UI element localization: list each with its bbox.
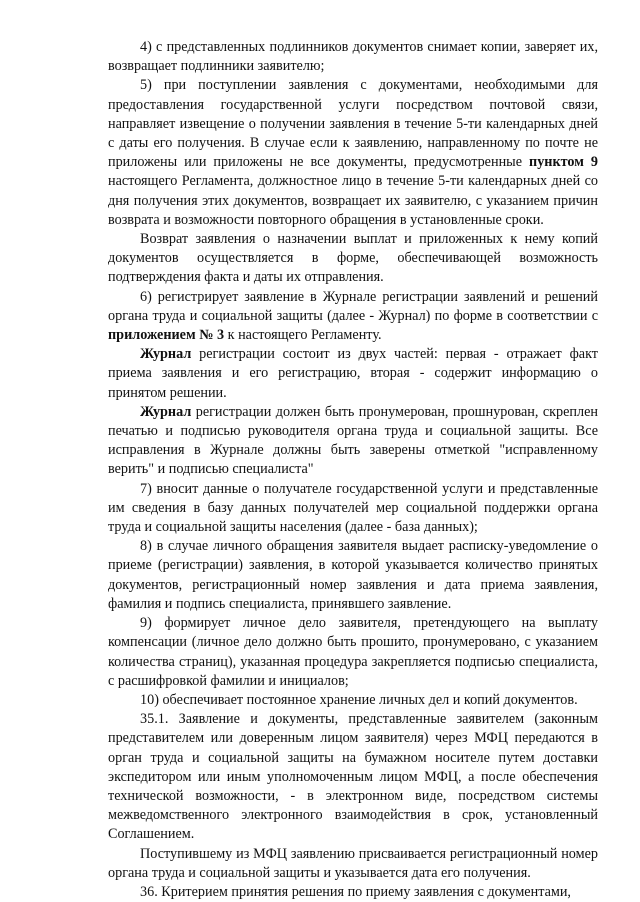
paragraph-bold-ref: приложением № 3 bbox=[108, 327, 225, 344]
paragraph-item-6 bbox=[108, 288, 598, 346]
paragraph-journal-requirements bbox=[108, 403, 598, 480]
paragraph-text: регистрации должен быть пронумерован, прошнурован, скреплен печатью и подписью руководителя органа труда и социальной защиты. Все исправления в Журнале должны быть заверены отметкой "исправленному верить" и подписью специалиста" bbox=[108, 403, 598, 478]
paragraph-text: Поступившему из МФЦ заявлению присваивается регистрационный номер органа труда и социальной защиты и указывается дата его получения. bbox=[108, 845, 598, 881]
paragraph-text: 5) при поступлении заявления с документами, необходимыми для предоставления государственной услуги посредством почтовой связи, направляет извещение о получении заявления в течение 5-ти календарных дней с даты его получения. В случае если к заявлению, направленному по почте не приложены или приложены не все документы, предусмотренные bbox=[108, 77, 598, 171]
paragraph-bold-term: Журнал bbox=[140, 403, 192, 420]
paragraph-bold-ref: пунктом 9 bbox=[529, 154, 599, 171]
paragraph-text: Возврат заявления о назначении выплат и приложенных к нему копий документов осуществляется в форме, обеспечивающей возможность подтверждения факта и даты их отправления. bbox=[108, 231, 598, 286]
paragraph-text: настоящего Регламента, должностное лицо в течение 5-ти календарных дней со дня получения этих документов, возвращает их заявителю, с указанием причин возврата и возможности повторного обращения в установленные сроки. bbox=[108, 173, 598, 228]
paragraph-journal-parts bbox=[108, 345, 598, 403]
paragraph-text: 8) в случае личного обращения заявителя выдает расписку-уведомление о приеме (регистрации) заявления, в которой указывается количество принятых документов, регистрационный номер заявления и дата приема заявления, фамилия и подпись специалиста, принявшего заявление. bbox=[108, 538, 598, 612]
paragraph-bold-term: Журнал bbox=[140, 346, 192, 363]
paragraph-text: 7) вносит данные о получателе государственной услуги и представленные им сведения в базу данных получателей мер социальной поддержки органа труда и социальной защиты населения (далее - база данных); bbox=[108, 480, 598, 536]
paragraph-item-5 bbox=[108, 76, 598, 230]
paragraph-text: 36. Критерием принятия решения по приему заявления с документами, bbox=[140, 883, 571, 900]
paragraph-mfc-registration bbox=[108, 845, 598, 883]
paragraph-text: 10) обеспечивает постоянное хранение личных дел и копий документов. bbox=[140, 691, 578, 708]
paragraph-item-9 bbox=[108, 614, 598, 691]
paragraph-return-application bbox=[108, 230, 598, 288]
paragraph-item-10 bbox=[108, 691, 598, 710]
paragraph-item-7 bbox=[108, 480, 598, 538]
paragraph-36 bbox=[108, 883, 598, 902]
paragraph-text: к настоящего Регламенту. bbox=[224, 327, 382, 344]
paragraph-text: 9) формирует личное дело заявителя, претендующего на выплату компенсации (личное дело должно быть прошито, пронумеровано, с указанием количества страниц), указанная процедура закрепляется подписью специалиста, с расшифровкой фамилии и инициалов; bbox=[108, 615, 598, 689]
paragraph-text: 35.1. Заявление и документы, представленные заявителем (законным представителем или доверенным лицом заявителя) через МФЦ передаются в орган труда и социальной защиты на бумажном носителе путем доставки экспедитором или иным уполномоченным лицом МФЦ, а после обеспечения технической возможности, - в электронном виде, посредством системы межведомственного электронного взаимодействия в срок, установленный Соглашением. bbox=[108, 711, 598, 843]
paragraph-text: 4) с представленных подлинников документов снимает копии, заверяет их, возвращает подлинники заявителю; bbox=[108, 39, 598, 75]
paragraph-item-8 bbox=[108, 537, 598, 614]
paragraph-text: 6) регистрирует заявление в Журнале регистрации заявлений и решений органа труда и социальной защиты (далее - Журнал) по форме в соответствии с bbox=[108, 288, 598, 324]
paragraph-item-4 bbox=[108, 38, 598, 76]
paragraph-text: регистрации состоит из двух частей: первая - отражает факт приема заявления и его регистрацию, вторая - содержит информацию о принятом решении. bbox=[108, 346, 598, 401]
paragraph-35-1 bbox=[108, 710, 598, 844]
